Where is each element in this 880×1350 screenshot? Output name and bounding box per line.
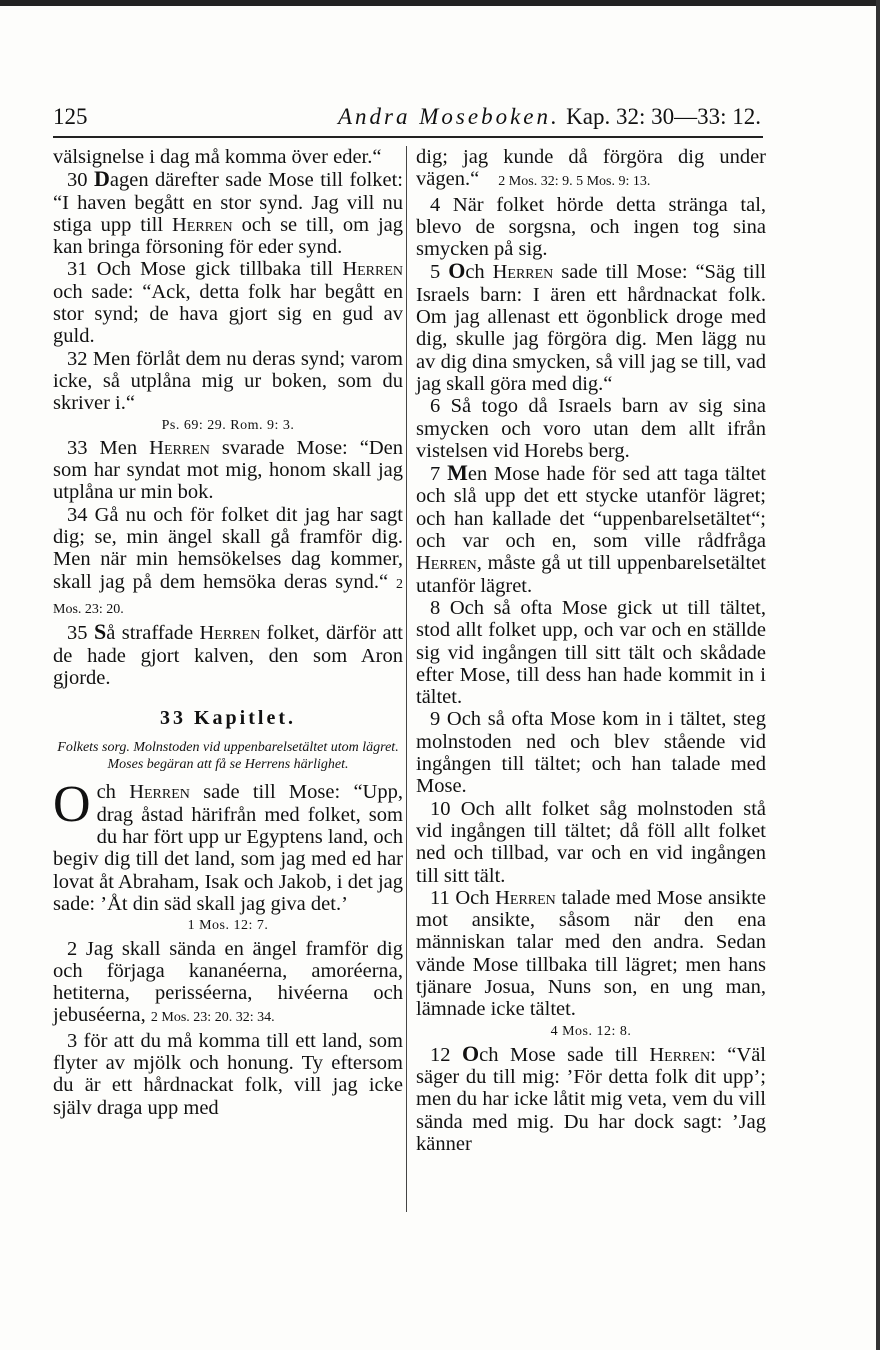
verse-5: 5 Och Herren sade till Mose: “Säg till Israels barn: I ären ett hårdnackat folk. Om jag allenast ett ögonblick droge med dig, skulle jag förgöra dig. Men lägg nu av dig dina smycken, så vill jag se till, vad jag skall göra med dig.“	[416, 258, 767, 395]
verse-10: 10 Och allt folket såg molnstoden stå vid ingången till tältet; då föll allt folket ned och tillbad, var och en vid ingången till sitt tält.	[416, 797, 766, 887]
verse-4: 4 När folket hörde detta stränga tal, blevo de sorgsna, och ingen tog sina smycken på sig.	[416, 193, 767, 261]
verse-6: 6 Så togo då Israels barn av sig sina smycken och voro utan dem allt ifrån vistelsen vid Horebs berg.	[416, 395, 766, 462]
cross-reference: 2 Mos. 23: 20. 32: 34.	[150, 1010, 275, 1026]
book-title: Andra Moseboken.	[338, 104, 560, 129]
right-column	[416, 146, 766, 1155]
verse-30: 30 Dagen därefter sade Mose till folket: “I haven begått en stor synd. Jag vill nu stiga upp till Herren och se till, om jag kan bringa försoning för eder synd.	[53, 166, 404, 259]
verse-7: 7 Men Mose hade för sed att taga tältet och slå upp det ett stycke utanför lägret; och han kallade det “uppenbarelsetältet“; och var och en, som ville rådfråga Herren, måste gå ut till uppenbarelsetältet utanför lägret.	[416, 460, 767, 597]
cross-reference: 1 Mos. 12: 7.	[187, 918, 269, 934]
verse-9: 9 Och så ofta Mose kom in i tältet, steg molnstoden ned och blev stående vid ingången till tältet; och han talade med Mose.	[416, 708, 766, 798]
chapter-reference: Kap. 32: 30—33: 12.	[566, 104, 761, 129]
verse-continuation: dig; jag kunde då förgöra dig under vägen.“ 2 Mos. 32: 9. 5 Mos. 9: 13.	[416, 146, 766, 191]
cross-reference: 4 Mos. 12: 8.	[550, 1023, 632, 1039]
verse-8: 8 Och så ofta Mose gick ut till tältet, stod allt folket upp, och var och en ställde sig vid ingången till sitt tält och skådade efter Mose, till dess han hade kommit in i tältet.	[416, 596, 766, 709]
verse-continuation: välsignelse i dag må komma över eder.“	[53, 146, 382, 168]
cross-reference: 2 Mos. 32: 9. 5 Mos. 9: 13.	[498, 174, 651, 190]
page-number: 125	[53, 104, 88, 129]
column-divider	[406, 146, 407, 1212]
chapter-summary: Folkets sorg. Molnstoden vid uppenbarelsetältet utom lägret. Moses begäran att få se Herrens härlighet.	[57, 740, 399, 773]
verse-32: 32 Men förlåt dem nu deras synd; varom icke, så utplåna mig ur boken, som du skriver i.“	[53, 347, 404, 415]
left-column	[53, 146, 403, 1119]
verse-34: 34 Gå nu och för folket dit jag har sagt dig; se, min ängel skall gå framför dig. Men när min hemsökelses dag kommer, skall jag på dem hemsöka deras synd.“ 2 Mos. 23: 20.	[53, 503, 404, 617]
chapter-title: 33 Kapitlet.	[160, 707, 296, 730]
verse-11: 11 Och Herren talade med Mose ansikte mot ansikte, såsom när den ena människan talar med den andra. Sedan vände Mose tillbaka till lägret; men hans tjänare Josua, Nuns son, en ung man, lämnade icke tältet.	[416, 886, 767, 1021]
cross-reference: Ps. 69: 29. Rom. 9: 3.	[161, 417, 295, 433]
header-rule	[53, 136, 763, 138]
verse-2: 2 Jag skall sända en ängel framför dig och förjaga kananéerna, amoréerna, hetiterna, perisséerna, hivéerna och jebuséerna, 2 Mos. 23: 20. 32: 34.	[53, 937, 403, 1027]
verse-35: 35 Så straffade Herren folket, därför att de hade gjort kalven, den som Aron gjorde.	[53, 619, 403, 689]
drop-cap: O	[53, 776, 91, 834]
verse-33: 33 Men Herren svarade Mose: “Den som har syndat mot mig, honom skall jag utplåna ur min bok.	[53, 436, 404, 504]
verse-3: 3 för att du må komma till ett land, som flyter av mjölk och honung. Ty eftersom du är ett hårdnackat folk, vill jag icke själv draga upp med	[53, 1029, 404, 1119]
running-header	[53, 100, 761, 134]
cross-reference: 2 Mos. 23: 20.	[53, 576, 404, 617]
right-edge	[876, 0, 880, 1350]
verse-1: Och Herren sade till Mose: “Upp, drag åstad härifrån med folket, som du har fört upp ur Egyptens land, och begiv dig till det land, som jag med ed har lovat åt Abraham, Isak och Jakob, i det jag sade: ’Åt din säd skall jag giva det.’	[53, 776, 403, 915]
verse-31: 31 Och Mose gick tillbaka till Herren och sade: “Ack, detta folk har begått en stor synd; de hava gjort sig en gud av guld.	[53, 258, 404, 348]
top-edge	[0, 0, 880, 6]
verse-12: 12 Och Mose sade till Herren: “Väl säger du till mig: ’För detta folk dit upp’; men du har icke låtit mig veta, vem du vill sända med mig. Du har dock sagt: ’Jag känner	[416, 1040, 766, 1156]
